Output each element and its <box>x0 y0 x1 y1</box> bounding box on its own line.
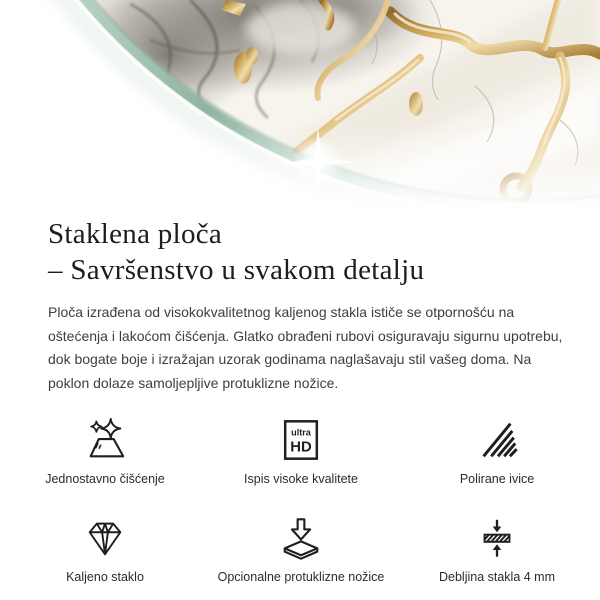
feature-label: Polirane ivice <box>459 472 535 486</box>
glass-panel-marble-image <box>0 0 600 210</box>
feature-label: Ispis visoke kvalitete <box>244 472 358 486</box>
ultra-hd-icon <box>278 413 324 463</box>
feature-label: Kaljeno staklo <box>66 570 144 584</box>
feature-label: Jednostavno čišćenje <box>45 472 165 486</box>
feature-anti-slip-feet <box>203 511 399 585</box>
svg-text:HD: HD <box>290 439 312 456</box>
anti-slip-feet-icon <box>278 511 324 561</box>
svg-text:ultra: ultra <box>291 427 311 438</box>
feature-print-quality <box>203 413 399 487</box>
polished-edges-icon <box>474 413 520 463</box>
feature-label: Opcionalne protuklizne nožice <box>217 570 385 584</box>
product-photo <box>0 0 600 210</box>
features-grid <box>0 413 600 585</box>
page-title-line2: – Savršenstvo u svakom detalju <box>48 254 425 286</box>
feature-easy-cleaning <box>7 413 203 487</box>
feature-glass-thickness <box>399 511 595 585</box>
feature-tempered-glass <box>7 511 203 585</box>
product-description: Ploča izrađena od visokokvalitetnog kaljenog stakla ističe se otpornošću na oštećenja i lakoćom čišćenja. Glatko obrađeni rubovi osiguravaju sigurnu upotrebu, dok bogate boje i izražajan uzorak godinama naglašavaju stil vašeg doma. Na poklon dolaze samoljepljive protuklizne nožice. <box>48 304 563 391</box>
page-title-line1: Staklena ploča <box>48 218 223 250</box>
diamond-icon <box>82 511 128 561</box>
page-title <box>48 216 600 288</box>
sparkle-surface-icon <box>82 413 128 463</box>
feature-label: Debljina stakla 4 mm <box>438 570 555 584</box>
feature-polished-edges <box>399 413 595 487</box>
glass-thickness-icon <box>474 511 520 561</box>
